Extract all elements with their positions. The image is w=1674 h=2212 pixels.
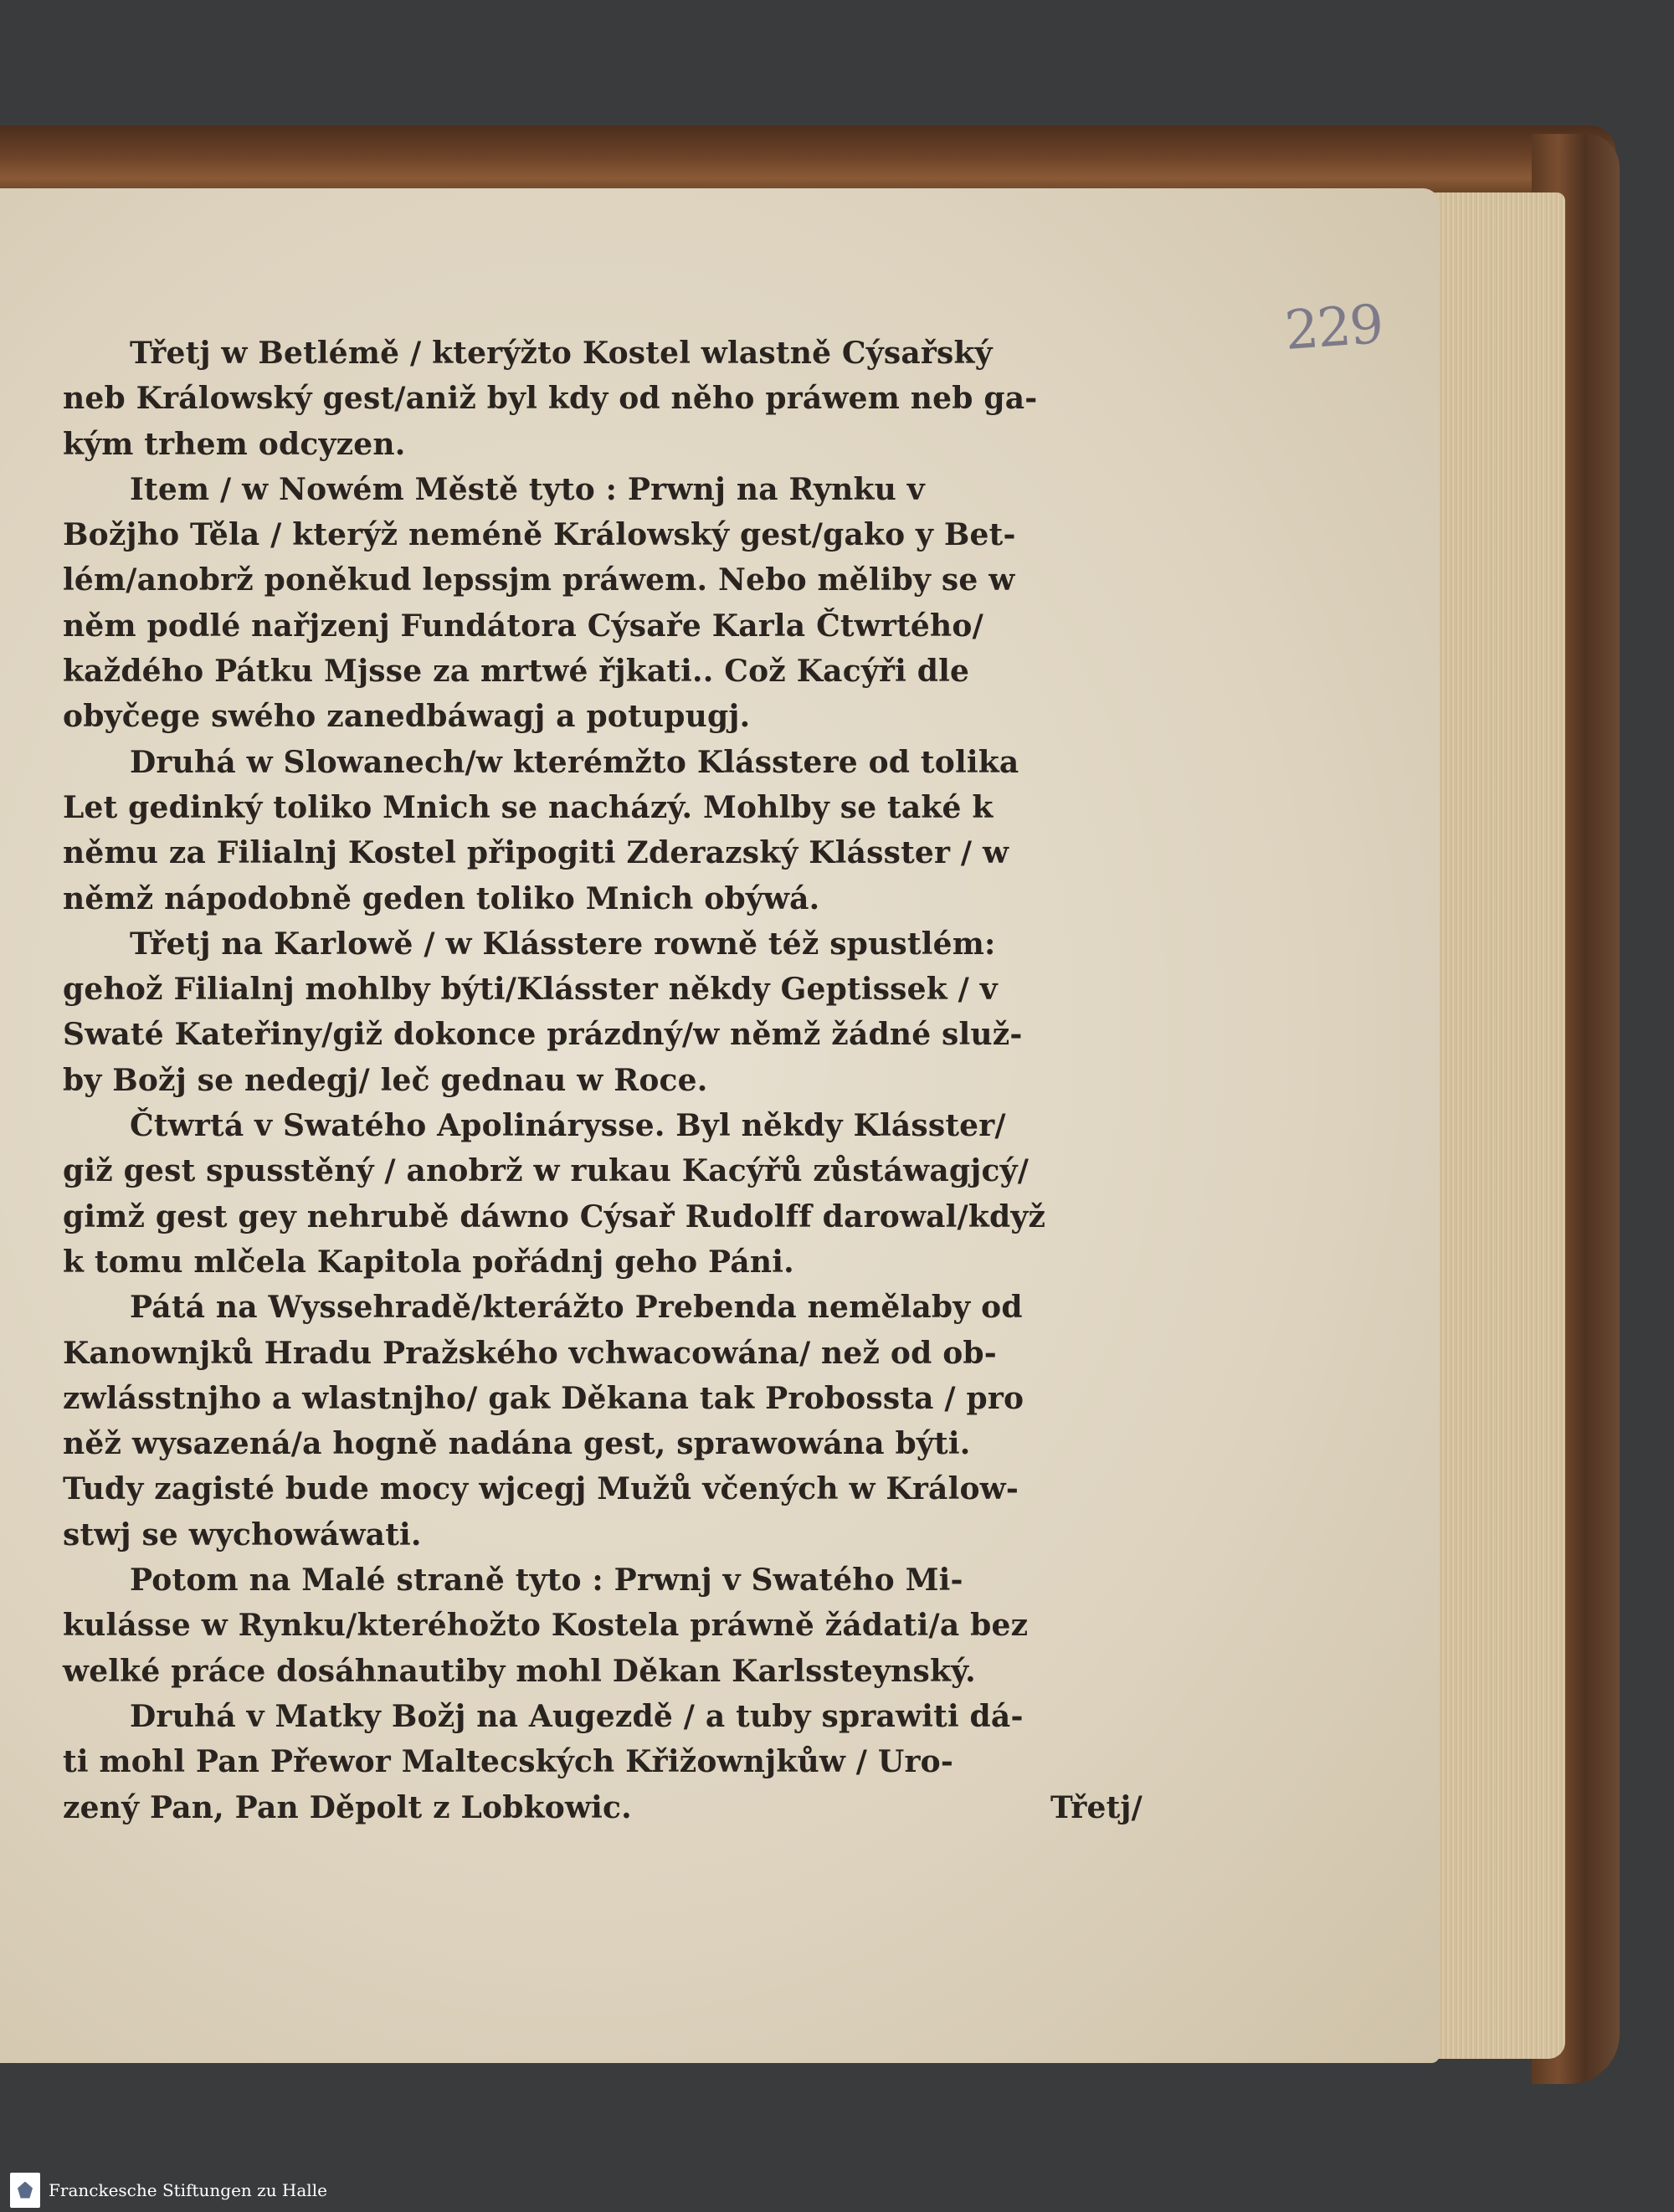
text-line: každého Pátku Mjsse za mrtwé řjkati.. Což Kacýři dle [63, 654, 970, 690]
text-line: lém/anobrž poněkud lepssjm práwem. Nebo měliby se w [63, 562, 1015, 598]
text-line: Swaté Kateřiny/giž dokonce prázdný/w němž žádné služ- [63, 1017, 1023, 1053]
text-line: giž gest spusstěný / anobrž w rukau Kacýřů zůstáwagjcý/ [63, 1153, 1030, 1189]
text-line: stwj se wychowáwati. [63, 1517, 422, 1553]
text-line: němž nápodobně geden toliko Mnich obýwá. [63, 880, 820, 916]
text-line: ti mohl Pan Přewor Maltecských Křižownjkůw / Uro- [63, 1744, 953, 1780]
text-line: Let gedinký toliko Mnich se nacházý. Mohlby se také k [63, 789, 994, 825]
text-line: gimž gest gey nehrubě dáwno Cýsař Rudolff darowal/když [63, 1198, 1046, 1234]
text-line: zený Pan, Pan Děpolt z Lobkowic. [63, 1789, 632, 1825]
footer-bar [0, 2168, 1674, 2212]
text-line: něž wysazená/a hogně nadána gest, sprawowána býti. [63, 1426, 971, 1462]
text-line-last [63, 1785, 1143, 1830]
page-text-block [63, 331, 1143, 1830]
text-line: Pátá na Wyssehradě/kterážto Prebenda nemělaby od [130, 1290, 1023, 1326]
text-line: gehož Filialnj mohlby býti/Klásster někdy Geptissek / v [63, 972, 998, 1008]
text-line: Potom na Malé straně tyto : Prwnj v Swatého Mi- [130, 1563, 963, 1599]
text-line: Druhá v Matky Božj na Augezdě / a tuby sprawiti dá- [130, 1698, 1024, 1734]
text-line: němu za Filialnj Kostel připogiti Zderazský Klásster / w [63, 835, 1009, 871]
text-line: welké práce dosáhnautiby mohl Děkan Karlssteynský. [63, 1653, 976, 1689]
text-line: neb Králowský gest/aniž byl kdy od něho práwem neb ga- [63, 381, 1038, 417]
text-line: k tomu mlčela Kapitola pořádnj geho Páni. [63, 1244, 794, 1280]
institution-logo-icon [10, 2173, 40, 2208]
text-line: by Božj se nedegj/ leč gednau w Roce. [63, 1062, 708, 1098]
text-line: Item / w Nowém Městě tyto : Prwnj na Rynku v [130, 471, 925, 507]
text-line: Božjho Těla / kterýž neméně Králowský gest/gako y Bet- [63, 517, 1016, 553]
handwritten-page-number: 229 [1282, 294, 1384, 362]
text-line: kulásse w Rynku/kteréhožto Kostela práwně žádati/a bez [63, 1608, 1029, 1644]
text-line: kým trhem odcyzen. [63, 426, 406, 462]
text-line: něm podlé nařjzenj Fundátora Cýsaře Karla Čtwrtého/ [63, 608, 983, 644]
text-line: Druhá w Slowanech/w kterémžto Klásstere od tolika [130, 744, 1019, 780]
text-line: Třetj na Karlowě / w Klásstere rowně též spustlém: [130, 926, 996, 962]
text-line: obyčege swého zanedbáwagj a potupugj. [63, 699, 751, 735]
catchword: Třetj/ [1050, 1789, 1143, 1825]
text-line: Kanownjků Hradu Pražského vchwacowána/ než od ob- [63, 1335, 997, 1371]
text-line: Tudy zagisté bude mocy wjcegj Mužů včených w Králow- [63, 1471, 1019, 1507]
text-line: Čtwrtá v Swatého Apolinárysse. Byl někdy Klásster/ [130, 1108, 1006, 1144]
text-line: Třetj w Betlémě / kterýžto Kostel wlastně Cýsařský [130, 336, 993, 371]
footer-institution: Franckesche Stiftungen zu Halle [49, 2179, 327, 2200]
text-line: zwlásstnjho a wlastnjho/ gak Děkana tak Probossta / pro [63, 1380, 1024, 1416]
